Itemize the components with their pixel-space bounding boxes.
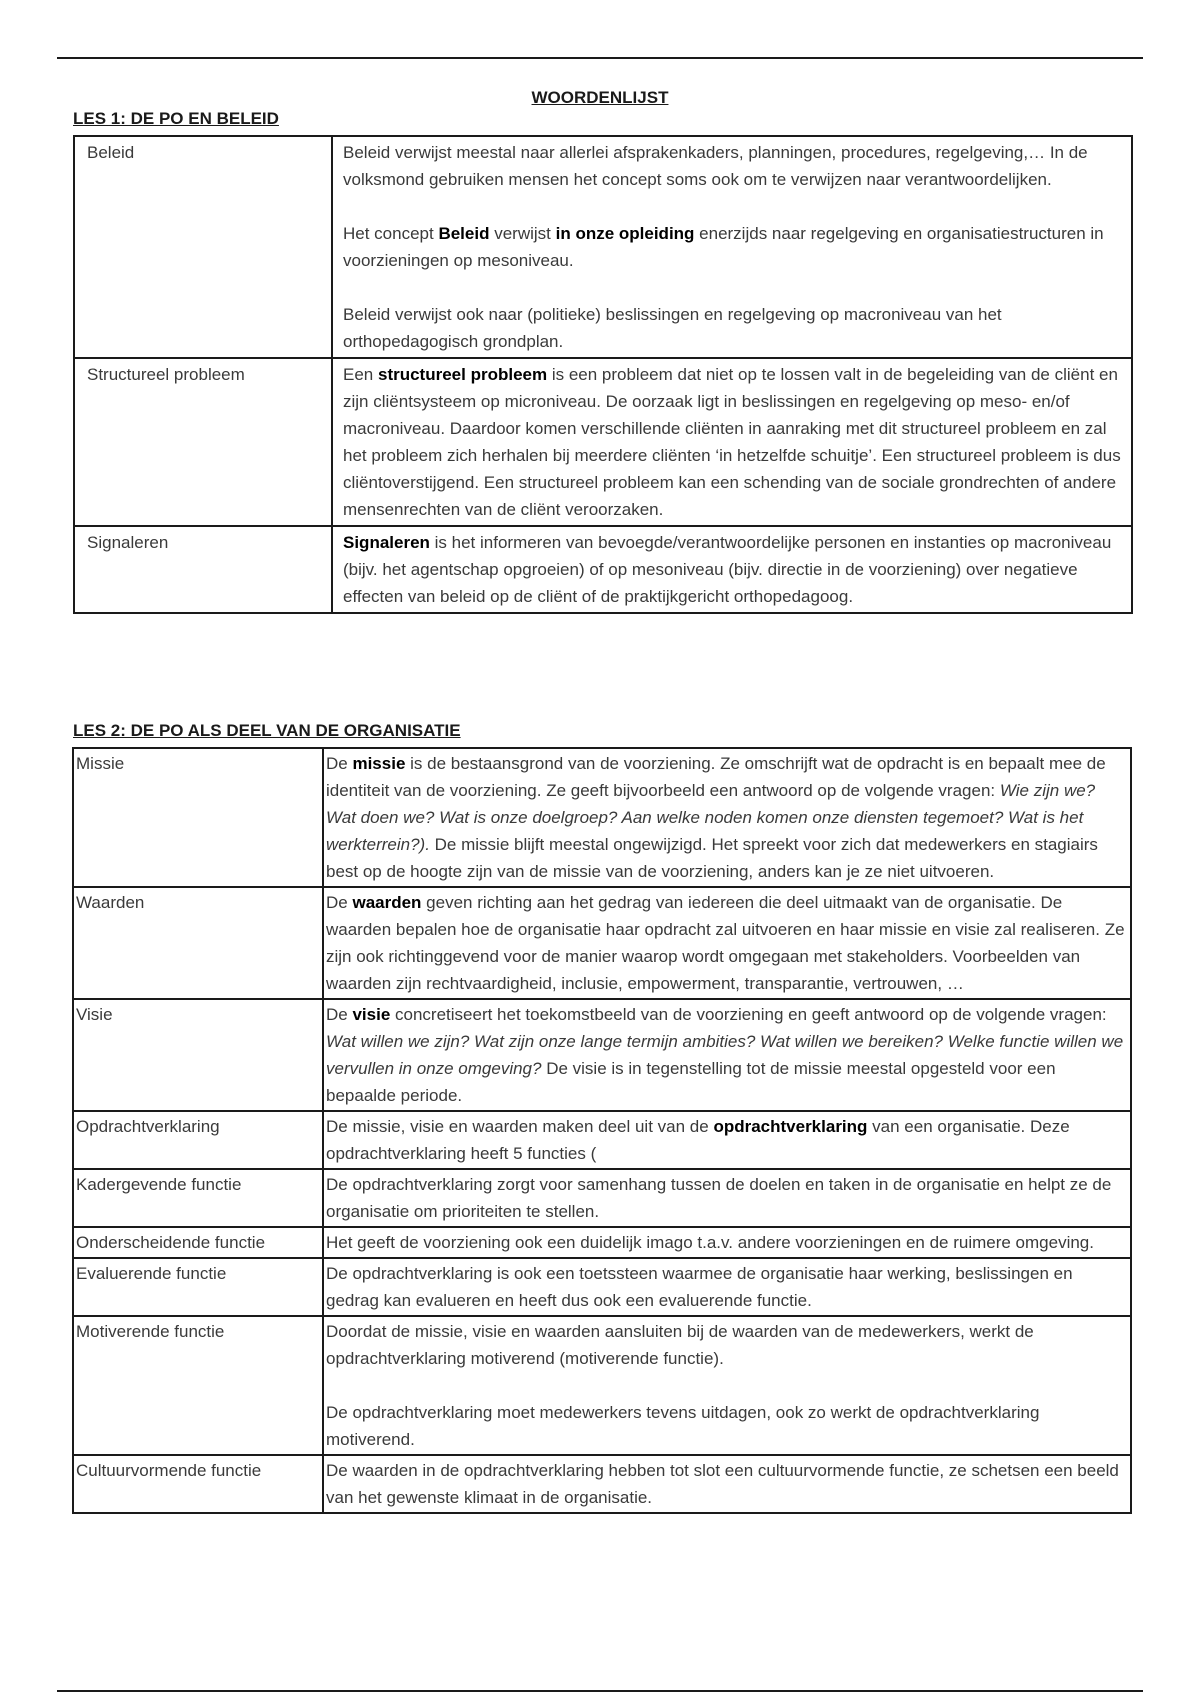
- glossary-term: Missie: [73, 748, 323, 887]
- glossary-row-visie: [73, 999, 1131, 1111]
- glossary-definition: [323, 1227, 1131, 1258]
- definition-paragraph: [326, 1260, 1128, 1314]
- section-heading-les-2: LES 2: DE PO ALS DEEL VAN DE ORGANISATIE: [73, 721, 461, 740]
- glossary-row-missie: [73, 748, 1131, 887]
- definition-text: concretiseert het toekomstbeeld van de voorziening en geeft antwoord op de volgende vragen:: [390, 1005, 1107, 1024]
- definition-text: Doordat de missie, visie en waarden aansluiten bij de waarden van de medewerkers, werkt de opdrachtverklaring motiverend (motiverende functie).: [326, 1322, 1034, 1368]
- example-questions: Wie zijn we? Wat doen we? Wat is onze doelgroep? Aan welke noden komen onze diensten tegemoet? Wat is het werkterrein?).: [326, 781, 1096, 854]
- definition-text: De opdrachtverklaring is ook een toetssteen waarmee de organisatie haar werking, beslissingen en gedrag kan evalueren en heeft dus ook een evaluerende functie.: [326, 1264, 1073, 1310]
- definition-text: Het concept: [343, 224, 439, 243]
- glossary-row-onderscheidende-functie: [73, 1227, 1131, 1258]
- definition-paragraph: [326, 1318, 1128, 1372]
- glossary-row-waarden: [73, 887, 1131, 999]
- glossary-definition: [323, 1111, 1131, 1169]
- highlighted-term: structureel probleem: [377, 365, 548, 384]
- highlighted-term: in onze opleiding: [555, 224, 695, 243]
- glossary-row-beleid: [74, 136, 1132, 358]
- definition-text: Beleid verwijst meestal naar allerlei afsprakenkaders, planningen, procedures, regelgeving,… In de volksmond gebruiken mensen het concept soms ook om te verwijzen naar verantwoordelijken.: [343, 143, 1088, 189]
- definition-paragraph: [326, 1171, 1128, 1225]
- definition-text: De waarden in de opdrachtverklaring hebben tot slot een cultuurvormende functie, ze schetsen een beeld van het gewenste klimaat in de organisatie.: [326, 1461, 1119, 1507]
- glossary-term: Cultuurvormende functie: [73, 1455, 323, 1513]
- glossary-definition: [332, 526, 1132, 613]
- glossary-row-signaleren: [74, 526, 1132, 613]
- definition-paragraph: [326, 889, 1128, 997]
- highlighted-term: opdrachtverklaring: [713, 1117, 868, 1136]
- definition-text: De opdrachtverklaring zorgt voor samenhang tussen de doelen en taken in de organisatie en helpt ze de organisatie om prioriteiten te stellen.: [326, 1175, 1112, 1221]
- glossary-row-cultuurvormende-functie: [73, 1455, 1131, 1513]
- top-rule: [57, 57, 1143, 59]
- glossary-definition: [323, 1169, 1131, 1227]
- glossary-term: Motiverende functie: [73, 1316, 323, 1455]
- definition-text: De: [326, 893, 353, 912]
- glossary-table-body: [73, 748, 1131, 1513]
- definition-text: verwijst: [489, 224, 556, 243]
- definition-paragraph: [326, 1001, 1128, 1109]
- glossary-table-body: [74, 136, 1132, 613]
- definition-text: De missie blijft meestal ongewijzigd. Het spreekt voor zich dat medewerkers en stagiairs best op de hoogte zijn van de missie van de voorziening, anders kan je ze niet uitvoeren.: [326, 835, 1098, 881]
- glossary-definition: [332, 358, 1132, 526]
- definition-paragraph: [326, 750, 1128, 885]
- glossary-definition: [323, 1316, 1131, 1455]
- glossary-term: Beleid: [74, 136, 332, 358]
- glossary-row-evaluerende-functie: [73, 1258, 1131, 1316]
- glossary-definition: [323, 1258, 1131, 1316]
- definition-paragraph: [326, 1229, 1128, 1256]
- definition-text: De missie, visie en waarden maken deel uit van de: [326, 1117, 714, 1136]
- definition-paragraph: [326, 1399, 1128, 1453]
- glossary-term: Kadergevende functie: [73, 1169, 323, 1227]
- glossary-term: Signaleren: [74, 526, 332, 613]
- glossary-row-motiverende-functie: [73, 1316, 1131, 1455]
- definition-text: Het geeft de voorziening ook een duidelijk imago t.a.v. andere voorzieningen en de ruimere omgeving.: [326, 1233, 1094, 1252]
- definition-text: Beleid verwijst ook naar (politieke) beslissingen en regelgeving op macroniveau van het orthopedagogisch grondplan.: [343, 305, 1002, 351]
- glossary-table-les-1: [73, 135, 1133, 614]
- definition-text: is de bestaansgrond van de voorziening. Ze omschrijft wat de opdracht is en bepaalt mee de identiteit van de voorziening. Ze geeft bijvoorbeeld een antwoord op de volgende vragen:: [326, 754, 1106, 800]
- definition-paragraph: [326, 1113, 1128, 1167]
- definition-paragraph: [343, 139, 1121, 193]
- glossary-term: Visie: [73, 999, 323, 1111]
- glossary-table-les-2: [72, 747, 1132, 1514]
- glossary-definition: [323, 887, 1131, 999]
- definition-text: Een: [343, 365, 378, 384]
- glossary-term: Opdrachtverklaring: [73, 1111, 323, 1169]
- glossary-definition: [332, 136, 1132, 358]
- glossary-definition: [323, 748, 1131, 887]
- highlighted-term: missie: [352, 754, 406, 773]
- highlighted-term: waarden: [352, 893, 422, 912]
- definition-paragraph: [343, 301, 1121, 355]
- glossary-row-opdrachtverklaring: [73, 1111, 1131, 1169]
- definition-paragraph: [326, 1457, 1128, 1511]
- definition-text: De: [326, 1005, 353, 1024]
- definition-text: enerzijds naar regelgeving en organisatiestructuren in voorzieningen op mesoniveau.: [343, 224, 1104, 270]
- glossary-row-kadergevende-functie: [73, 1169, 1131, 1227]
- definition-text: geven richting aan het gedrag van iedereen die deel uitmaakt van de organisatie. De waarden bepalen hoe de organisatie haar opdracht zal uitvoeren en haar missie en visie zal realiseren. Ze zijn ook richtinggevend voor de manier waarop wordt omgegaan met stakeholders. Voorbeelden van waarden zijn rechtvaardigheid, inclusie, empowerment, transparantie, vertrouwen, …: [326, 893, 1125, 993]
- glossary-term: Onderscheidende functie: [73, 1227, 323, 1258]
- definition-text: De opdrachtverklaring moet medewerkers tevens uitdagen, ook zo werkt de opdrachtverklaring motiverend.: [326, 1403, 1040, 1449]
- glossary-row-structureel-probleem: [74, 358, 1132, 526]
- example-questions: Wat willen we zijn? Wat zijn onze lange termijn ambities? Wat willen we bereiken? Welke functie willen we vervullen in onze omgeving?: [326, 1032, 1124, 1078]
- glossary-term: Structureel probleem: [74, 358, 332, 526]
- bottom-rule: [57, 1690, 1143, 1692]
- glossary-definition: [323, 999, 1131, 1111]
- highlighted-term: Signaleren: [343, 533, 430, 552]
- highlighted-term: visie: [352, 1005, 391, 1024]
- definition-text: De visie is in tegenstelling tot de missie meestal opgesteld voor een bepaalde periode.: [326, 1059, 1056, 1105]
- definition-text: van een organisatie. Deze opdrachtverklaring heeft 5 functies (: [326, 1117, 1070, 1163]
- definition-text: is het informeren van bevoegde/verantwoordelijke personen en instanties op macroniveau (bijv. het agentschap opgroeien) of op mesoniveau (bijv. directie in de voorziening) over negatieve effecten van beleid op de cliënt of de praktijkgericht orthopedagoog.: [343, 533, 1112, 606]
- definition-paragraph: [343, 361, 1121, 523]
- definition-text: De: [326, 754, 353, 773]
- document-title: WOORDENLIJST: [531, 88, 669, 108]
- definition-text: is een probleem dat niet op te lossen valt in de begeleiding van de cliënt en zijn cliëntsysteem op microniveau. De oorzaak ligt in beslissingen en regelgeving op meso- en/of macroniveau. Daardoor komen verschillende cliënten in aanraking met dit structureel probleem en zal het probleem zich herhalen bij meerdere cliënten ‘in hetzelfde schuitje’. Een structureel probleem is dus cliëntoverstijgend. Een structureel probleem kan een schending van de sociale grondrechten of andere mensenrechten van de cliënt veroorzaken.: [343, 365, 1121, 519]
- definition-paragraph: [343, 529, 1121, 610]
- definition-paragraph: [343, 220, 1121, 274]
- section-heading-les-1: LES 1: DE PO EN BELEID: [73, 109, 279, 128]
- highlighted-term: Beleid: [438, 224, 490, 243]
- glossary-definition: [323, 1455, 1131, 1513]
- glossary-term: Waarden: [73, 887, 323, 999]
- glossary-term: Evaluerende functie: [73, 1258, 323, 1316]
